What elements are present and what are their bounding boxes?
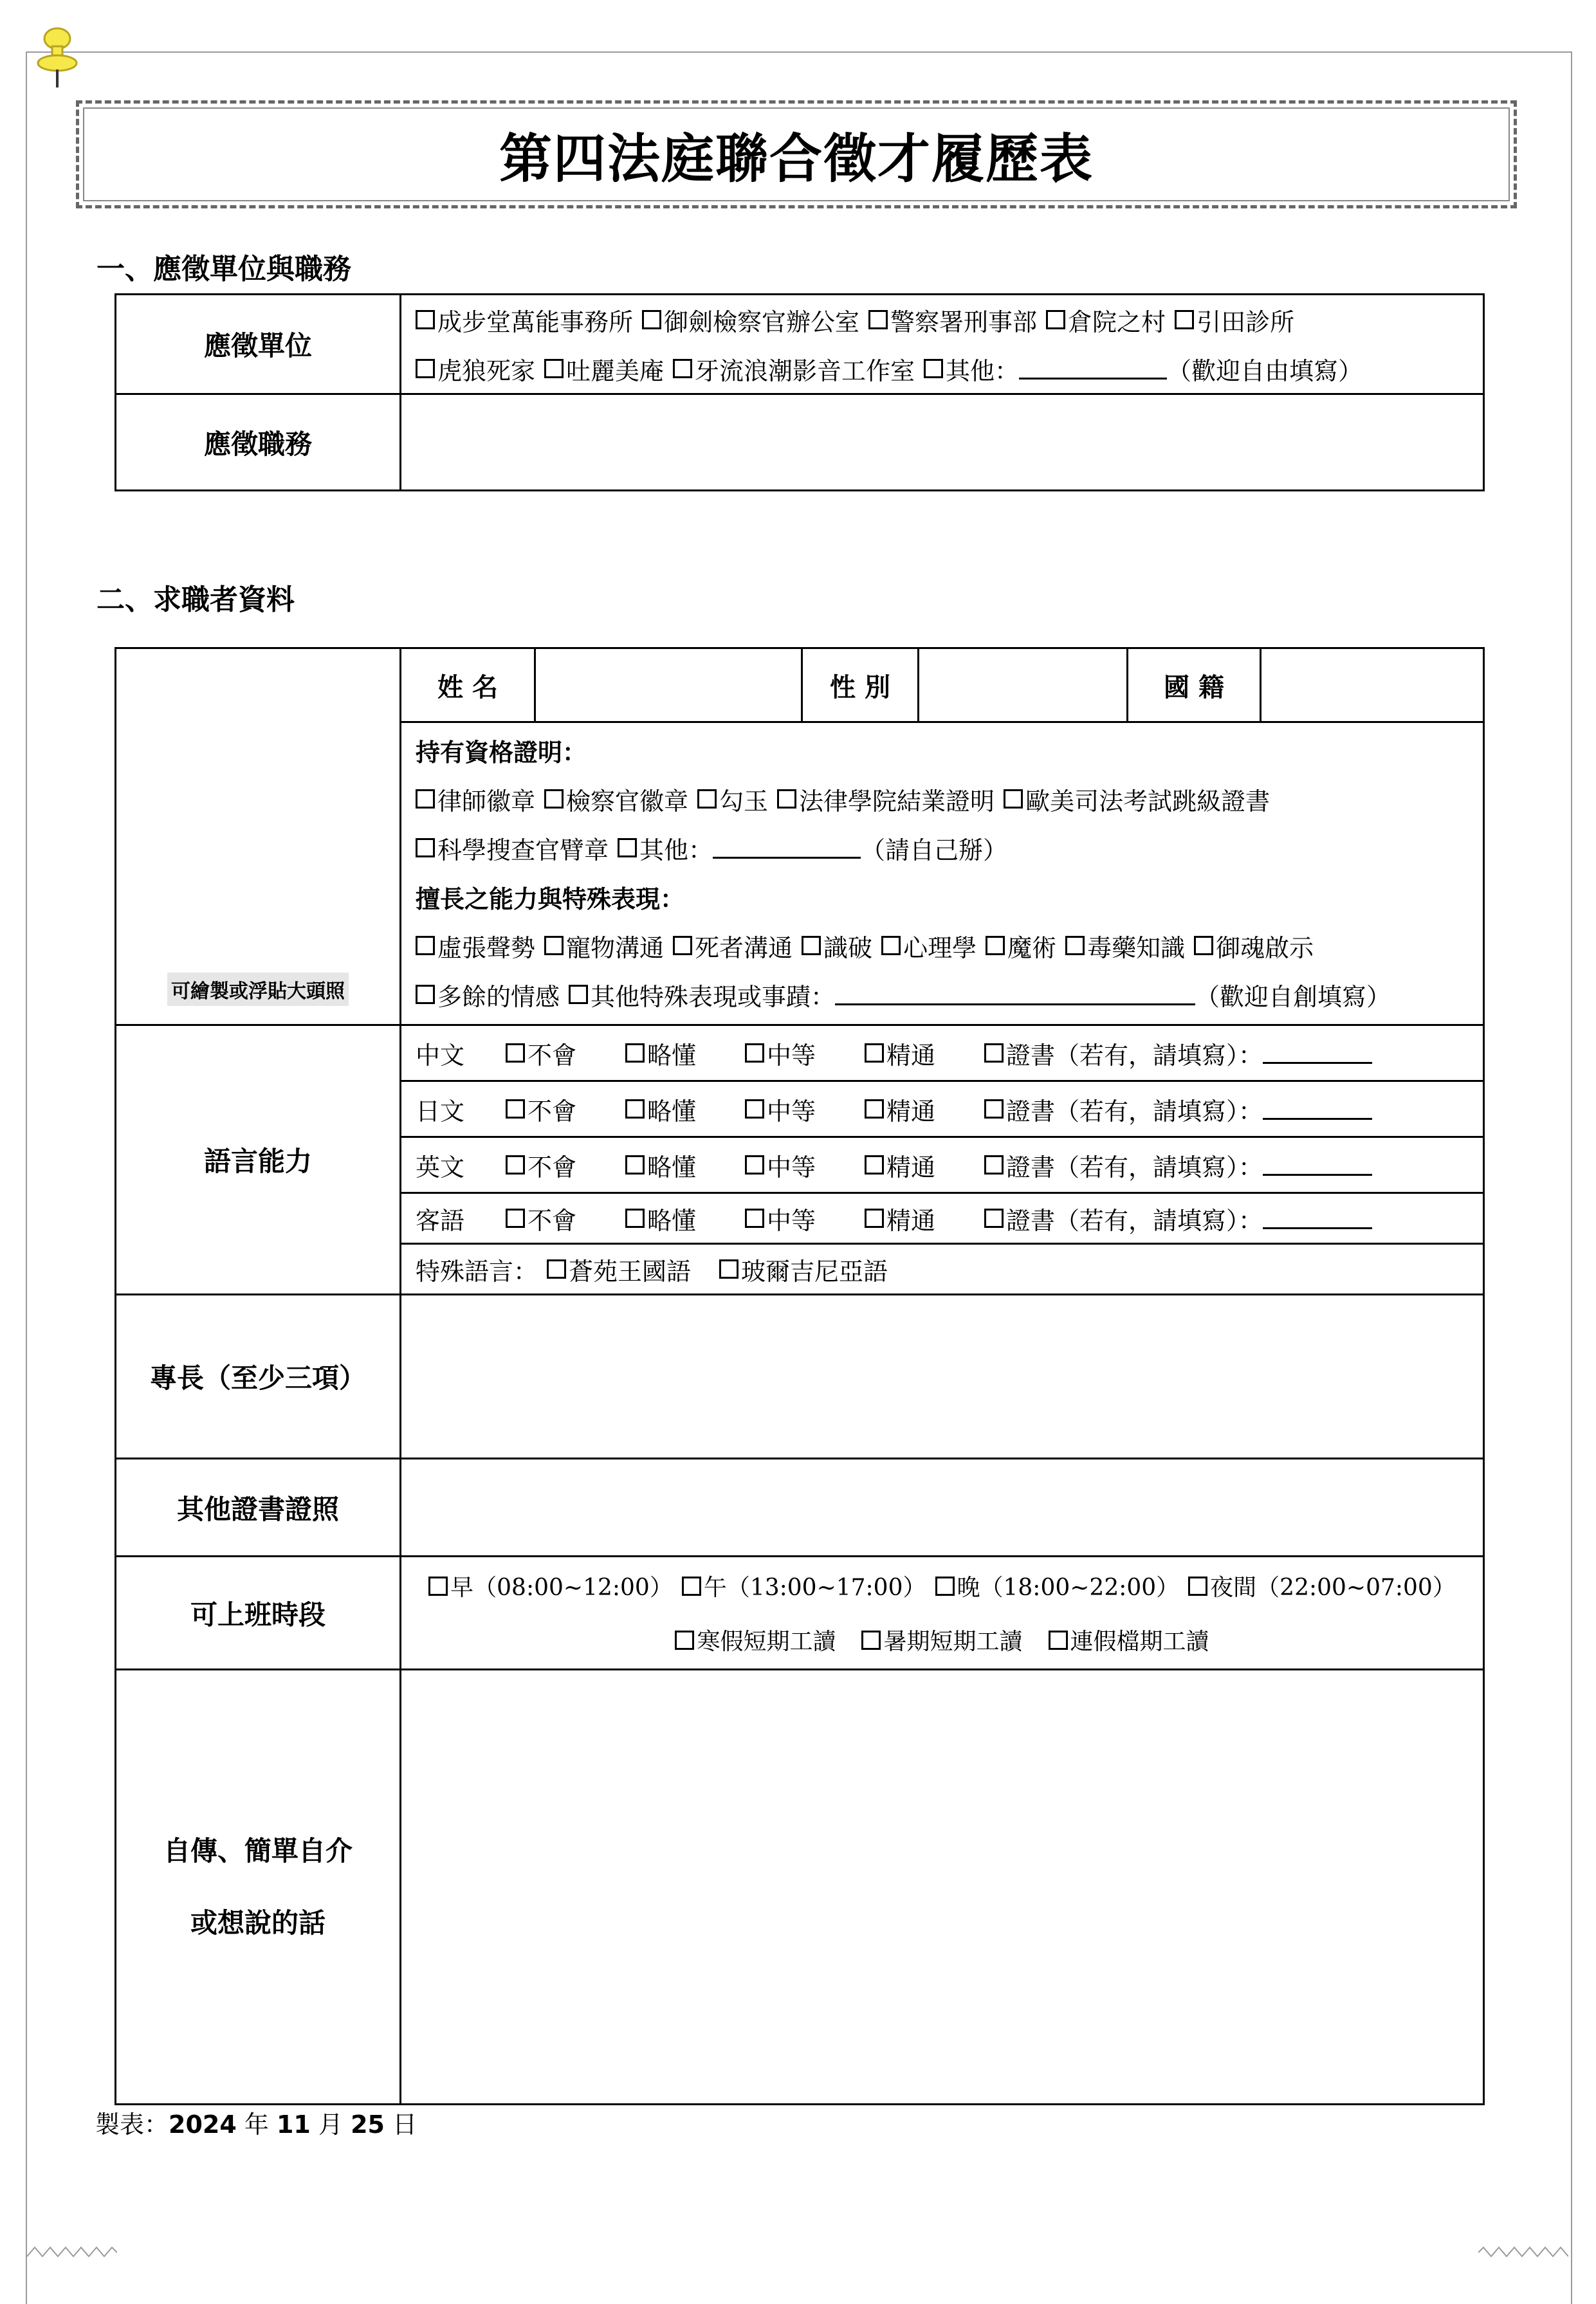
unit-option: 引田診所 bbox=[1197, 307, 1295, 336]
skill-option: 毒藥知識 bbox=[1087, 933, 1186, 962]
checkbox[interactable] bbox=[881, 936, 901, 955]
checkbox[interactable] bbox=[673, 936, 692, 955]
date-day: 25 bbox=[351, 2110, 385, 2139]
language-level: 略懂 bbox=[647, 1097, 697, 1126]
unit-option: 虎狼死家 bbox=[437, 356, 536, 385]
checkbox[interactable] bbox=[865, 1099, 884, 1119]
language-cert-label: 證書（若有，請填寫）： bbox=[1006, 1153, 1263, 1182]
checkbox[interactable] bbox=[984, 1099, 1004, 1119]
language-level: 精通 bbox=[886, 1153, 936, 1182]
photo-label: 可繪製或浮貼大頭照 bbox=[167, 973, 349, 1006]
section-heading-application: 一、應徵單位與職務 bbox=[96, 253, 351, 286]
checkbox[interactable] bbox=[745, 1155, 764, 1175]
checkbox[interactable] bbox=[719, 1259, 738, 1279]
unit-option: 吐麗美庵 bbox=[566, 356, 665, 385]
cert-option: 歐美司法考試跳級證書 bbox=[1025, 787, 1270, 816]
language-level: 中等 bbox=[767, 1206, 816, 1235]
language-name: 日文 bbox=[416, 1097, 465, 1126]
creation-date bbox=[95, 2105, 417, 2140]
unit-options-row-1 bbox=[401, 295, 1483, 344]
photo-cell[interactable] bbox=[116, 648, 401, 1025]
nationality-field[interactable] bbox=[1261, 649, 1483, 721]
section-heading-applicant: 二、求職者資料 bbox=[96, 583, 295, 616]
shift-option: 晚（18:00~22:00） bbox=[957, 1575, 1180, 1601]
cert-other-hint: （請自己掰） bbox=[861, 836, 1008, 864]
date-prefix: 製表： bbox=[95, 2110, 169, 2139]
checkbox[interactable] bbox=[1004, 789, 1023, 809]
bio-label bbox=[116, 1670, 401, 2105]
checkbox[interactable] bbox=[777, 789, 796, 809]
unit-other-blank[interactable] bbox=[1019, 358, 1167, 379]
skill-heading: 擅長之能力與特殊表現： bbox=[416, 884, 685, 913]
page-title: 第四法庭聯合徵才履歷表 bbox=[499, 128, 1094, 190]
skill-other-blank[interactable] bbox=[835, 984, 1195, 1005]
checkbox[interactable] bbox=[924, 359, 943, 378]
checkbox[interactable] bbox=[745, 1043, 764, 1063]
language-level: 中等 bbox=[767, 1153, 816, 1182]
checkbox[interactable] bbox=[1194, 936, 1213, 955]
skill-option: 死者溝通 bbox=[695, 933, 793, 962]
bio-label-line-1: 自傳、簡單自介 bbox=[163, 1834, 353, 1867]
cert-other-blank[interactable] bbox=[713, 837, 861, 859]
language-cert-blank[interactable] bbox=[1263, 1155, 1372, 1176]
unit-option: 成步堂萬能事務所 bbox=[437, 307, 634, 336]
skill-options-row-1 bbox=[401, 921, 1483, 970]
date-month: 11 bbox=[276, 2110, 311, 2139]
checkbox[interactable] bbox=[544, 936, 564, 955]
applicant-table bbox=[115, 647, 1485, 2105]
nationality-label: 國 籍 bbox=[1128, 649, 1261, 721]
short-term-option: 暑期短期工讀 bbox=[883, 1629, 1023, 1655]
cert-heading: 持有資格證明： bbox=[416, 737, 587, 767]
cert-option: 勾玉 bbox=[719, 787, 769, 816]
shift-options-row-1 bbox=[401, 1559, 1483, 1613]
unit-options-row-2 bbox=[401, 344, 1483, 393]
checkbox[interactable] bbox=[625, 1155, 645, 1175]
unit-option: 倉院之村 bbox=[1068, 307, 1166, 336]
skill-option: 識破 bbox=[823, 933, 873, 962]
skill-option: 多餘的情感 bbox=[437, 982, 560, 1011]
language-level: 不會 bbox=[527, 1153, 577, 1182]
language-cert-label: 證書（若有，請填寫）： bbox=[1006, 1206, 1263, 1235]
language-label: 語言能力 bbox=[116, 1025, 401, 1295]
checkbox[interactable] bbox=[986, 936, 1005, 955]
unit-other-hint: （歡迎自由填寫） bbox=[1167, 356, 1363, 385]
date-year: 2024 bbox=[169, 2110, 237, 2139]
cert-option: 律師徽章 bbox=[437, 787, 536, 816]
checkbox[interactable] bbox=[544, 359, 564, 378]
unit-label: 應徵單位 bbox=[116, 295, 401, 394]
cert-other-label: 其他： bbox=[639, 836, 713, 864]
checkbox[interactable] bbox=[506, 1043, 525, 1063]
language-cert-blank[interactable] bbox=[1263, 1099, 1372, 1120]
pushpin-icon bbox=[35, 24, 80, 89]
checkbox[interactable] bbox=[865, 1209, 884, 1228]
checkbox[interactable] bbox=[642, 310, 661, 329]
shift-option: 早（08:00~12:00） bbox=[450, 1575, 673, 1601]
checkbox[interactable] bbox=[416, 838, 435, 857]
language-row bbox=[401, 1081, 1484, 1137]
gender-field[interactable] bbox=[919, 649, 1128, 721]
checkbox[interactable] bbox=[865, 1155, 884, 1175]
application-table bbox=[115, 293, 1485, 491]
language-level: 精通 bbox=[886, 1097, 936, 1126]
gender-label: 性 別 bbox=[803, 649, 919, 721]
checkbox[interactable] bbox=[984, 1043, 1004, 1063]
language-level: 精通 bbox=[886, 1041, 936, 1070]
checkbox[interactable] bbox=[745, 1209, 764, 1228]
qualification-cell bbox=[401, 722, 1484, 1025]
other-cert-field[interactable] bbox=[401, 1459, 1484, 1557]
checkbox[interactable] bbox=[1049, 1631, 1068, 1650]
zigzag-edge-right bbox=[1478, 2238, 1568, 2257]
unit-option: 御劍檢察官辦公室 bbox=[664, 307, 860, 336]
checkbox[interactable] bbox=[544, 789, 564, 809]
language-name: 英文 bbox=[416, 1153, 465, 1182]
language-level: 不會 bbox=[527, 1041, 577, 1070]
bio-field[interactable] bbox=[401, 1670, 1484, 2105]
cert-option: 法律學院結業證明 bbox=[799, 787, 995, 816]
checkbox[interactable] bbox=[802, 936, 821, 955]
basic-info-cell bbox=[401, 648, 1484, 722]
language-level: 略懂 bbox=[647, 1153, 697, 1182]
checkbox[interactable] bbox=[506, 1099, 525, 1119]
skill-options-row-2 bbox=[401, 970, 1483, 1019]
checkbox[interactable] bbox=[428, 1577, 448, 1596]
special-language-option: 玻爾吉尼亞語 bbox=[741, 1257, 888, 1286]
cert-option: 檢察官徽章 bbox=[566, 787, 689, 816]
position-label: 應徵職務 bbox=[116, 394, 401, 491]
skill-option: 御魂啟示 bbox=[1216, 933, 1314, 962]
checkbox[interactable] bbox=[416, 310, 435, 329]
skill-option: 心理學 bbox=[903, 933, 977, 962]
skill-other-label: 其他特殊表現或事蹟： bbox=[591, 982, 836, 1011]
unit-options-cell bbox=[401, 295, 1484, 394]
specialty-field[interactable] bbox=[401, 1295, 1484, 1459]
shift-option: 夜間（22:00~07:00） bbox=[1210, 1575, 1456, 1601]
special-language-option: 蒼苑王國語 bbox=[569, 1257, 692, 1286]
language-level: 中等 bbox=[767, 1041, 816, 1070]
checkbox[interactable] bbox=[625, 1099, 645, 1119]
language-row bbox=[401, 1025, 1484, 1081]
name-label: 姓 名 bbox=[401, 649, 536, 721]
checkbox[interactable] bbox=[673, 359, 692, 378]
language-name: 中文 bbox=[416, 1041, 465, 1070]
checkbox[interactable] bbox=[416, 789, 435, 809]
title-frame bbox=[76, 100, 1517, 208]
specialty-label: 專長（至少三項） bbox=[116, 1295, 401, 1459]
date-day-unit: 日 bbox=[392, 2110, 417, 2139]
shift-label: 可上班時段 bbox=[116, 1557, 401, 1670]
unit-option: 警察署刑事部 bbox=[890, 307, 1038, 336]
skill-option: 虛張聲勢 bbox=[437, 933, 536, 962]
checkbox[interactable] bbox=[1175, 310, 1194, 329]
checkbox[interactable] bbox=[569, 985, 588, 1004]
language-row bbox=[401, 1137, 1484, 1193]
cert-options-row-2 bbox=[401, 823, 1483, 872]
checkbox[interactable] bbox=[682, 1577, 701, 1596]
checkbox[interactable] bbox=[547, 1259, 566, 1279]
checkbox[interactable] bbox=[416, 936, 435, 955]
special-language-label: 特殊語言： bbox=[416, 1257, 538, 1286]
checkbox[interactable] bbox=[861, 1631, 881, 1650]
checkbox[interactable] bbox=[625, 1043, 645, 1063]
checkbox[interactable] bbox=[984, 1209, 1004, 1228]
skill-option: 魔術 bbox=[1007, 933, 1057, 962]
language-level: 不會 bbox=[527, 1206, 577, 1235]
bio-label-line-2: 或想說的話 bbox=[190, 1906, 326, 1939]
language-cert-blank[interactable] bbox=[1263, 1043, 1372, 1064]
other-cert-label: 其他證書證照 bbox=[116, 1459, 401, 1557]
checkbox[interactable] bbox=[935, 1577, 955, 1596]
date-month-unit: 月 bbox=[318, 2110, 343, 2139]
checkbox[interactable] bbox=[865, 1043, 884, 1063]
skill-option: 寵物溝通 bbox=[566, 933, 665, 962]
language-name: 客語 bbox=[416, 1206, 465, 1235]
cert-option: 科學搜查官臂章 bbox=[437, 836, 609, 864]
checkbox[interactable] bbox=[1065, 936, 1085, 955]
language-level: 精通 bbox=[886, 1206, 936, 1235]
checkbox[interactable] bbox=[697, 789, 717, 809]
short-term-option: 寒假短期工讀 bbox=[697, 1629, 836, 1655]
checkbox[interactable] bbox=[745, 1099, 764, 1119]
date-year-unit: 年 bbox=[244, 2110, 269, 2139]
unit-option: 牙流浪潮影音工作室 bbox=[695, 356, 915, 385]
checkbox[interactable] bbox=[506, 1155, 525, 1175]
short-term-option: 連假檔期工讀 bbox=[1070, 1629, 1209, 1655]
checkbox[interactable] bbox=[1046, 310, 1065, 329]
language-level: 略懂 bbox=[647, 1206, 697, 1235]
language-cert-label: 證書（若有，請填寫）： bbox=[1006, 1041, 1263, 1070]
checkbox[interactable] bbox=[984, 1155, 1004, 1175]
skill-other-hint: （歡迎自創填寫） bbox=[1195, 982, 1391, 1011]
special-language-row bbox=[401, 1244, 1484, 1295]
zigzag-edge-left bbox=[27, 2238, 117, 2257]
checkbox[interactable] bbox=[675, 1631, 694, 1650]
checkbox[interactable] bbox=[416, 359, 435, 378]
checkbox[interactable] bbox=[618, 838, 637, 857]
unit-other-label: 其他： bbox=[946, 356, 1020, 385]
checkbox[interactable] bbox=[868, 310, 888, 329]
cert-options-row-1 bbox=[401, 774, 1483, 823]
checkbox[interactable] bbox=[416, 985, 435, 1004]
checkbox[interactable] bbox=[1188, 1577, 1207, 1596]
shift-options-row-2 bbox=[401, 1613, 1483, 1667]
name-field[interactable] bbox=[536, 649, 803, 721]
language-level: 不會 bbox=[527, 1097, 577, 1126]
shift-option: 午（13:00~17:00） bbox=[703, 1575, 926, 1601]
checkbox[interactable] bbox=[506, 1209, 525, 1228]
language-cert-label: 證書（若有，請填寫）： bbox=[1006, 1097, 1263, 1126]
language-cert-blank[interactable] bbox=[1263, 1208, 1372, 1229]
language-level: 中等 bbox=[767, 1097, 816, 1126]
position-field[interactable] bbox=[401, 394, 1484, 491]
checkbox[interactable] bbox=[625, 1209, 645, 1228]
language-level: 略懂 bbox=[647, 1041, 697, 1070]
language-row bbox=[401, 1193, 1484, 1244]
shift-options-cell bbox=[401, 1557, 1484, 1670]
